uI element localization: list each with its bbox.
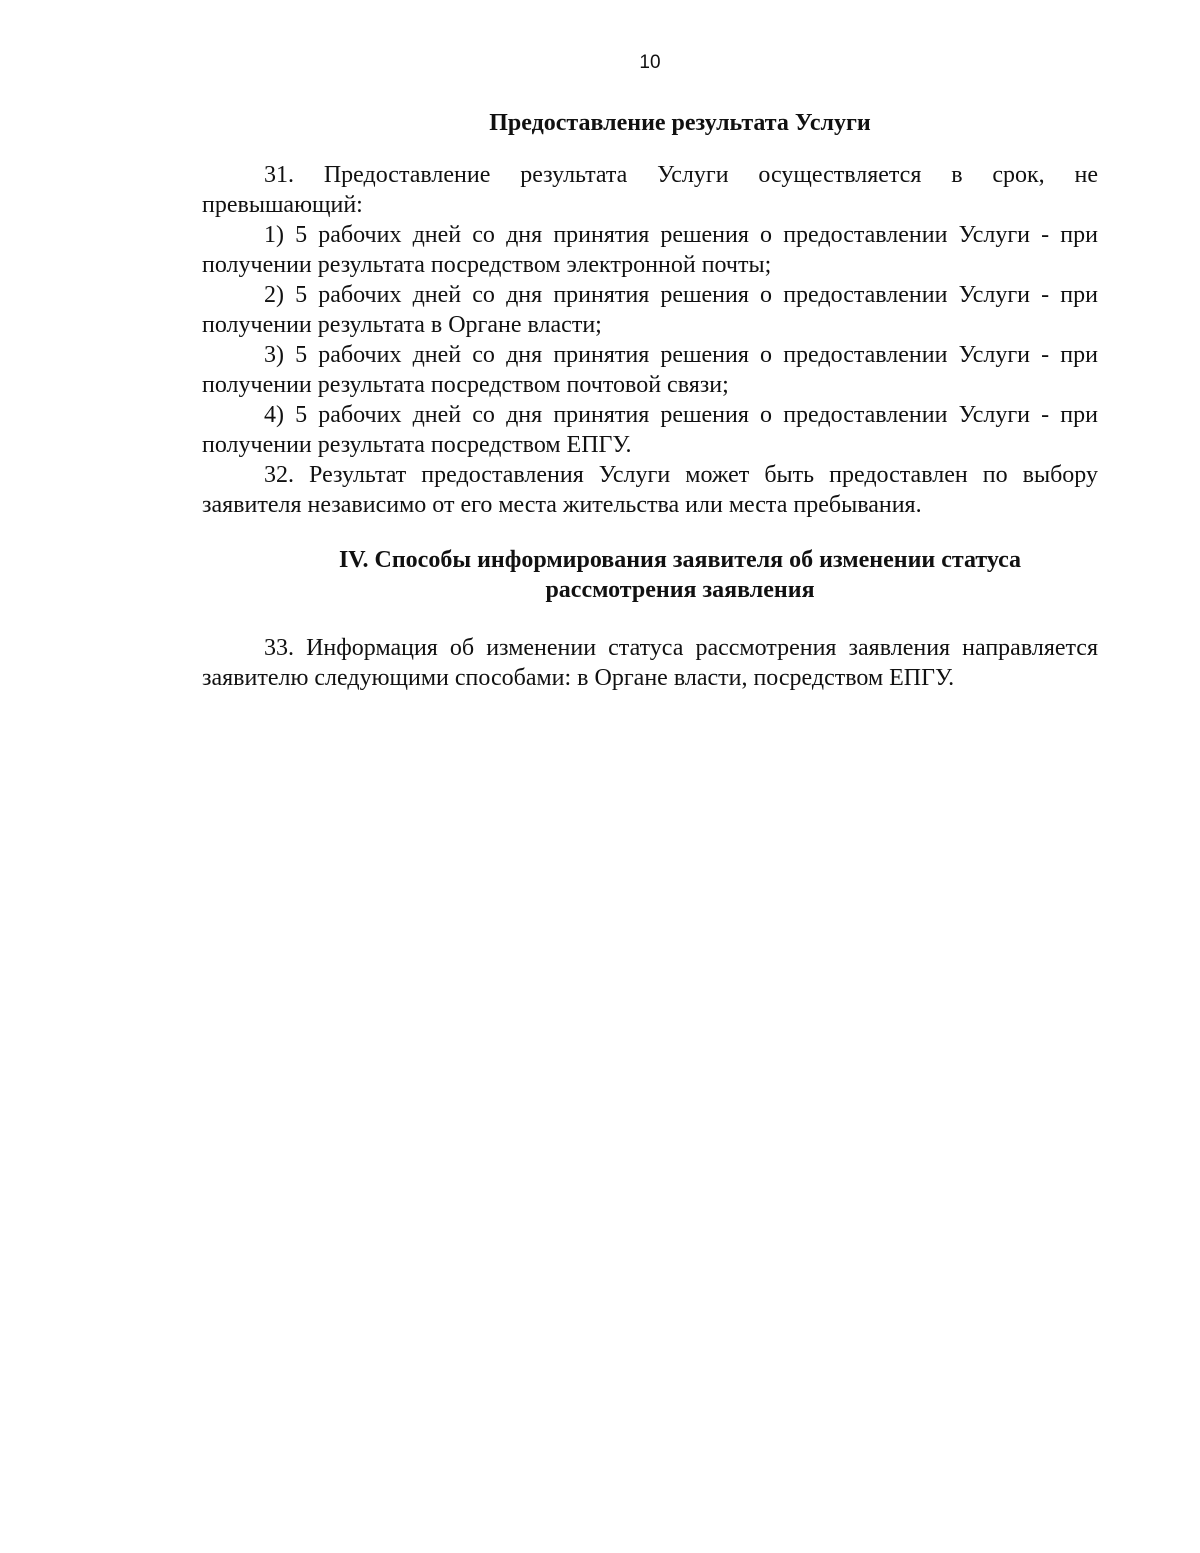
section-heading-iv-line2: рассмотрения заявления (545, 577, 815, 603)
list-item-3: 3) 5 рабочих дней со дня принятия решения о предоставлении Услуги - при получении результата посредством почтовой связи; (202, 342, 1098, 398)
paragraph-32: 32. Результат предоставления Услуги может быть предоставлен по выбору заявителя независимо от его места жительства или места пребывания. (202, 462, 1098, 518)
list-item-4: 4) 5 рабочих дней со дня принятия решения о предоставлении Услуги - при получении результата посредством ЕПГУ. (202, 402, 1098, 458)
section-heading-iv-line1: IV. Способы информирования заявителя об изменении статуса (338, 547, 1022, 573)
section-heading-iv (262, 545, 1098, 605)
paragraph-33: 33. Информация об изменении статуса рассмотрения заявления направляется заявителю следующими способами: в Органе власти, посредством ЕПГУ. (202, 635, 1098, 691)
paragraph-31: 31. Предоставление результата Услуги осуществляется в срок, не превышающий: (202, 162, 1098, 218)
document-body (202, 108, 1098, 693)
list-item-1: 1) 5 рабочих дней со дня принятия решения о предоставлении Услуги - при получении результата посредством электронной почты; (202, 222, 1098, 278)
section-heading-result: Предоставление результата Услуги (489, 110, 871, 136)
list-item-2: 2) 5 рабочих дней со дня принятия решения о предоставлении Услуги - при получении результата в Органе власти; (202, 282, 1098, 338)
page-number: 10 (639, 52, 661, 73)
